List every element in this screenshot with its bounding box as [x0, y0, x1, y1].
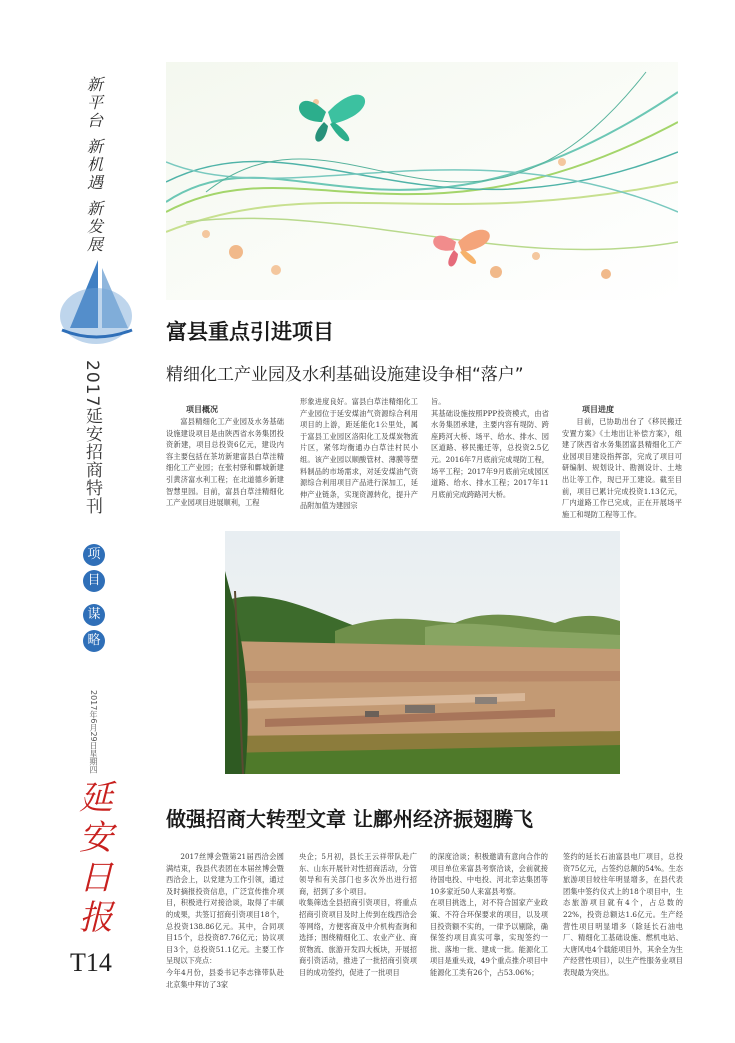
page-number: T14 — [70, 948, 112, 977]
article1-column: 旨。 其基础设施按照PPP投资模式，由省水务集团承建，主要内容有堤防、跨座跨河大桥、场平、给水、排水、园区道路、移民搬迁等，总投资2.5亿元。2016年7月底前完成堤防工程，场平工程；2017年9月底前完成园区道路、给水、排水工程；2017年11月底前完成跨路河大桥。 — [431, 397, 549, 499]
section-char: 谋 — [83, 604, 105, 626]
article2-column: 的深度洽谈；积极邀请有意向合作的项目单位来富县考察洽谈，会前就接待国电投、中电投、河北幸达集团等10多家近50人来富县考察。 在项目挑选上，对不符合国家产业政策、不符合环保要求的项目，以及项目投资额不实的，一律予以剔除，确保签约项目真实可靠，实现签约一批、落地一批、建成一批。能源化工项目是重头戏，49个重点推介项目中能源化工类有26个，占53.06%； — [430, 852, 548, 977]
section-char: 目 — [83, 570, 105, 592]
masthead-logo: 延安日报 — [79, 778, 113, 938]
progress-label: 项目进度 — [582, 405, 614, 414]
butterfly-banner-image — [166, 62, 678, 300]
article2-column: 央企；5月初，县长王云祥带队赴广东、山东开展针对性招商活动，分管领导和有关部门也多次外出进行招商，招到了多个项目。 收集筛选全县招商引资项目，将重点招商引资项目及时上传到在线西洽会等网络，方便客商及中介机构查询和选择；围绕精细化工、农业产业、商贸物流、旅游开发四大板块，开展招商引资活动，推进了一批招商引资项目的成功签约，促进了一批项目 — [299, 852, 417, 977]
slogan — [80, 76, 110, 262]
article1-title: 富县重点引进项目 — [166, 319, 334, 344]
article2-title: 做强招商大转型文章 让鄜州经济振翅腾飞 — [166, 807, 533, 831]
overview-label: 项目概况 — [186, 405, 218, 414]
article1-column: 形象进度良好。富县白草洼精细化工产业园位于延安煤油气资源综合利用项目的上游，距延能化1公里处，属于富县工业园区洛阳化工及煤炭物流片区，紧邻均衡通办白草洼村民小组。该产业园以顺酸管材、薄膜等塑料制品的市场需求，对延安煤油气资源综合利用项目产品进行深加工，延伸产业链条，实现资源转化，提升产品附加值为建园宗 — [300, 397, 418, 511]
sail-logo-icon — [56, 258, 136, 346]
slogan-line: 新平台 — [86, 75, 103, 130]
issue-title: 2017延安招商特刊 — [82, 360, 102, 516]
article1-column: 目前，已协助出台了《移民搬迁安置方案》《土地出让补偿方案》，组建了陕西省水务集团富县精细化工产业园项目建设指挥部，完成了项目可研编制、规划设计、勘测设计、土地出让等工作，现已开工建设。截至目前，项目已累计完成投资1.13亿元，厂内道路工作已完成，正在开展场平施工和堤防工程等工作。 — [562, 417, 682, 519]
construction-site-photo — [225, 531, 620, 774]
article1-column: 富县精细化工产业园及水务基础设施建设项目是由陕西省水务集团投资新建，项目总投资6亿元，建设内容主要包括在茶坊新建富县白草洼精细化工产业园；在张村驿和鄜城新建引黄济富水利工程；在北道德乡新建智慧里园。目前，富县白草洼精细化工产业园项目进展顺利，工程 — [166, 417, 284, 508]
article2-column: 2017丝博会暨第21届西洽会圆满结束，我县代表团在本届丝博会暨西洽会上，以党建为工作引领，通过及时摘报投资信息，广泛宣传推介项目，积极进行对接洽谈，取得了丰硕的成果，共签订招商引资项目18个，总投资138.86亿元。其中，合同项目15个，总投资87.76亿元；协议项目3个，总投资51.1亿元。主要工作呈现以下亮点： 今年4月份，县委书记李志锋带队赴北京集中拜访了3家 — [166, 852, 284, 989]
issue-date: 2017年6月29日星期四 — [89, 690, 98, 774]
article1-subtitle: 精细化工产业园及水利基础设施建设争相“落户” — [166, 365, 524, 385]
article2-column: 签约的延长石油富县电厂项目，总投资75亿元，占签约总额的54%。生态旅游项目较往年明显增多，在县代表团集中签约仪式上的18个项目中，生态旅游项目就有4个，占总数的22%，投资总额达1.6亿元。生产经营性项目明显增多（除延长石油电厂、精细化工基础设施、燃机电站、大唐风电4个载能项目外，其余全为生产经营性项目），以生产性服务业项目表现最为突出。 — [563, 852, 683, 977]
section-char: 略 — [83, 630, 105, 652]
slogan-line: 新发展 — [86, 199, 103, 254]
slogan-line: 新机遇 — [86, 137, 103, 192]
section-char: 项 — [83, 544, 105, 566]
